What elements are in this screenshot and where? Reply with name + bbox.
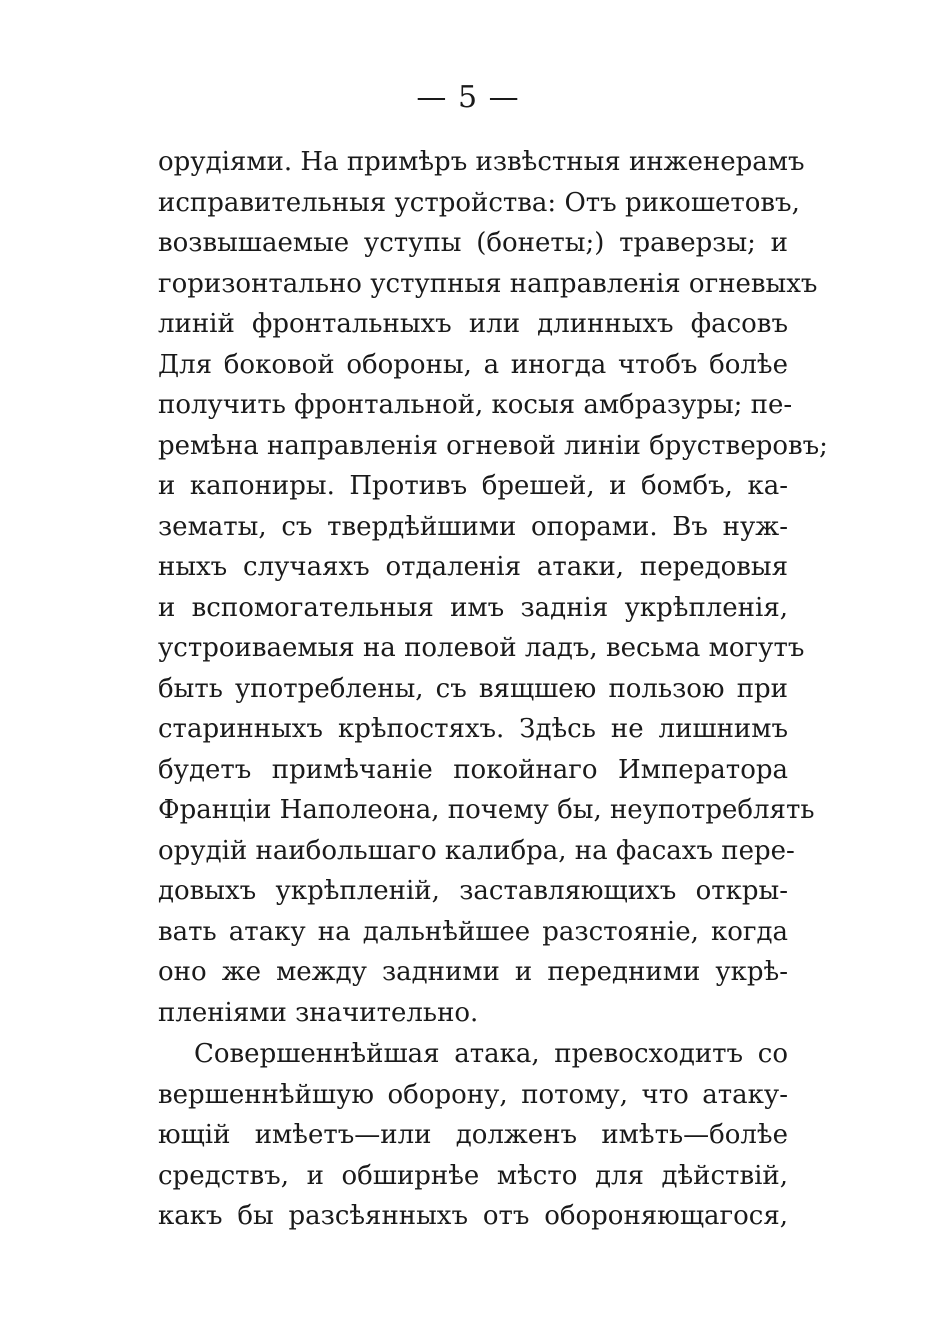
paragraph-2	[158, 1034, 788, 1237]
text-line: пленіями значительно.	[158, 997, 479, 1028]
text-line: ющій имѣетъ—или долженъ имѣть—болѣе	[158, 1120, 788, 1150]
text-line: возвышаемые уступы (бонеты;) траверзы; и	[158, 228, 788, 258]
text-line: вершеннѣйшую оборону, потому, что атаку-	[158, 1079, 788, 1110]
text-line: Совершеннѣйшая атака, превосходитъ со	[194, 1039, 788, 1069]
text-line: оно же между задними и передними укрѣ-	[158, 957, 788, 987]
text-line: зематы, съ твердѣйшими опорами. Въ нуж-	[158, 511, 788, 542]
page-number: — 5 —	[416, 80, 520, 115]
text-line: Для боковой обороны, а иногда чтобъ болѣе	[158, 349, 788, 380]
text-line: ремѣна направленія огневой линіи брустверовъ;	[158, 430, 828, 461]
text-line: Франціи Наполеона, почему бы, неупотреблять	[158, 795, 815, 825]
text-line: довыхъ укрѣпленій, заставляющихъ откры-	[158, 876, 788, 906]
text-line: и капониры. Противъ брешей, и бомбъ, ка-	[158, 471, 788, 501]
text-line: исправительныя устройства: Отъ рикошетовъ,	[158, 187, 800, 218]
paragraph-1	[158, 142, 828, 1033]
text-line: орудіями. На примѣръ извѣстныя инженерамъ	[158, 147, 805, 177]
text-line: быть употреблены, съ вящшею пользою при	[158, 673, 788, 704]
text-line: орудій наибольшаго калибра, на фасахъ пере-	[158, 835, 795, 866]
text-line: устроиваемыя на полевой ладъ, весьма могутъ	[158, 633, 805, 663]
text-line: старинныхъ крѣпостяхъ. Здѣсь не лишнимъ	[158, 714, 788, 744]
text-line: средствъ, и обширнѣе мѣсто для дѣйствій,	[158, 1160, 788, 1191]
text-line: вать атаку на дальнѣйшее разстояніе, когда	[158, 916, 788, 947]
text-line: какъ бы разсѣянныхъ отъ обороняющагося,	[158, 1201, 788, 1231]
text-line: получить фронтальной, косыя амбразуры; пе-	[158, 390, 793, 420]
text-line: будетъ примѣчаніе покойнаго Императора	[158, 754, 788, 785]
text-line: линій фронтальныхъ или длинныхъ фасовъ	[158, 309, 788, 339]
text-line: и вспомогательныя имъ заднія укрѣпленія,	[158, 592, 788, 623]
text-line: ныхъ случаяхъ отдаленія атаки, передовыя	[158, 552, 788, 582]
text-line: горизонтально уступныя направленія огневыхъ	[158, 268, 818, 299]
